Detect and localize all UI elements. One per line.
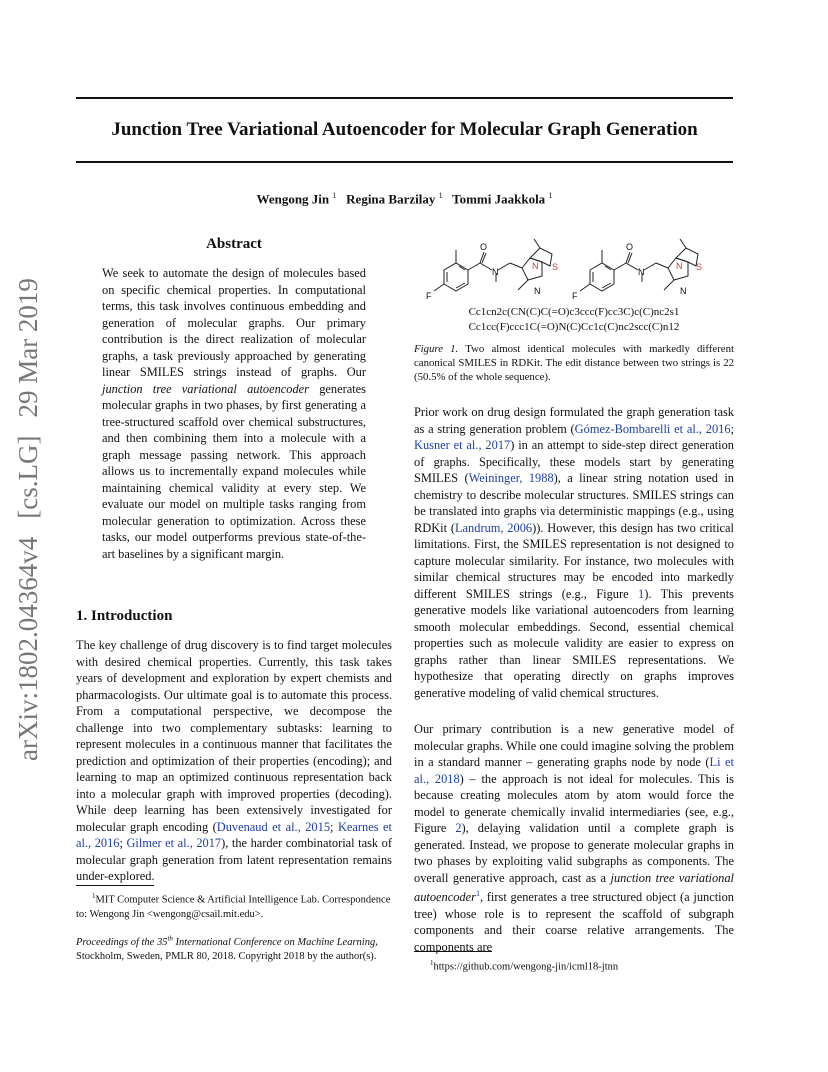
- atom-labels: [426, 242, 702, 301]
- body-text: ), a linear string notation used in chemistry to describe molecular structures. SMILES strings can be translated into graphs via deterministic mappings (e.g., using RDKit (: [414, 471, 735, 535]
- affiliation-mark: 1: [548, 191, 553, 200]
- affiliation-mark: 1: [332, 191, 337, 200]
- proceedings-venue: Proceedings of the 35th International Conference on Machine Learning: [76, 934, 376, 948]
- fluorine-label: F: [426, 291, 432, 301]
- affiliation-footnote: [76, 889, 392, 922]
- citation-link[interactable]: Duvenaud et al., 2015: [216, 819, 331, 834]
- abstract-emphasis: junction tree variational autoencoder: [102, 381, 310, 396]
- nitrogen-label: N: [638, 267, 645, 277]
- model-name-emphasis: junction tree variational autoencoder: [414, 870, 734, 905]
- figure-ref-link[interactable]: 2: [455, 821, 462, 835]
- code-url-link[interactable]: https://github.com/wengong-jin/icml18-jtnn: [433, 961, 619, 973]
- body-text: Our primary contribution is a new generative model of molecular graphs. While one could imagine solving the problem in a standard manner – generating graphs node by node (: [414, 722, 734, 769]
- abstract-part: We seek to automate the design of molecules based on specific chemical properties. In computational terms, this task involves continuous embedding and generation of molecular graphs. Our primary contribution is the direct realization of molecular graphs, a task previously approached by generating linear SMILES strings instead of graphs. Our: [102, 266, 366, 379]
- proceedings-note: [76, 931, 392, 964]
- citation-link[interactable]: Weininger, 1988: [468, 471, 554, 485]
- footnote-mark: 1: [92, 892, 96, 900]
- body-text: ), delaying validation until a complete graph is generated. Instead, we propose to generate molecular graphs in two phases by exploiting valid subgraphs as components. The overall generative approach, cast as a: [414, 821, 734, 885]
- citation-link[interactable]: Gómez-Bombarelli et al., 2016: [574, 421, 731, 436]
- intro-text: ;: [330, 819, 338, 834]
- intro-paragraph: [76, 637, 392, 885]
- nitrogen-label: N: [680, 286, 687, 296]
- footnote-mark: 1: [430, 959, 434, 967]
- title-top-rule: [76, 97, 733, 99]
- contribution-paragraph: [414, 721, 734, 955]
- title-bottom-rule: [76, 161, 733, 163]
- body-text: ) – the approach is not ideal for molecules. This is because creating molecules atom by atom would force the model to generate chemically invalid intermediaries (see, e.g., Figure: [414, 771, 734, 835]
- fluorine-label: F: [572, 291, 578, 301]
- footnote-text: MIT Computer Science & Artificial Intelligence Lab. Correspondence to: Wengong Jin <wengong@csail.mit.edu>.: [76, 894, 391, 920]
- nitrogen-label: N: [534, 286, 541, 296]
- author-name: Tommi Jaakkola: [452, 191, 546, 207]
- body-text: ) in an attempt to side-step direct generation of graphs. Specifically, these models start by generating SMILES (: [414, 438, 734, 485]
- paper-title: Junction Tree Variational Autoencoder for Molecular Graph Generation: [111, 119, 698, 140]
- body-text: )). However, this design has two critical limitations. First, the SMILES representation is not designed to capture molecular similarity. For instance, two molecules with similar chemical structures may be encoded into markedly different SMILES strings (e.g., Figure: [414, 520, 734, 601]
- arxiv-date: 29 Mar 2019: [13, 278, 43, 418]
- caption-label: Figure 1.: [414, 343, 459, 355]
- sulfur-label: S: [696, 262, 703, 272]
- abstract-part: generates molecular graphs in two phases, by first generating a tree-structured scaffold over chemical substructures, and then combining them into a molecule with a graph message passing network. This approach allows us to incrementally expand molecules while maintaining chemical validity at every step. We evaluate our model on multiple tasks ranging from molecular generation to optimization. Across these tasks, our model outperforms previous state-of-the-art baselines by a significant margin.: [102, 381, 366, 561]
- author-name: Regina Barzilay: [346, 191, 436, 207]
- body-text: ). This prevents generative models like variational autoencoders from learning smooth molecular embeddings. Second, essential chemical properties such as molecule validity are easier to express on graphs rather than linear SMILES representations. We hypothesize that operating directly on graphs improves generative modeling of valid chemical structures.: [414, 586, 735, 700]
- affiliation-mark: 1: [438, 191, 443, 200]
- figure-ref-link[interactable]: 1: [638, 586, 645, 601]
- footnote-rule: [76, 885, 154, 886]
- abstract-text: [102, 265, 366, 562]
- body-text: Prior work on drug design formulated the graph generation task as a string generation problem (: [414, 405, 734, 436]
- arxiv-id: arXiv:1802.04364v4: [13, 536, 43, 761]
- intro-text: ;: [119, 836, 127, 850]
- citation-link[interactable]: Gilmer et al., 2017: [126, 836, 222, 850]
- footnote-rule: [414, 951, 492, 952]
- figure-caption: [414, 342, 734, 385]
- author-name: Wengong Jin: [256, 191, 330, 207]
- arxiv-stamp: [13, 278, 43, 761]
- nitrogen-label: N: [676, 261, 683, 271]
- footnote-ref-link[interactable]: 1: [475, 889, 480, 898]
- intro-text: The key challenge of drug discovery is to find target molecules with desired chemical properties. Currently, this task takes years of development and exploration by expert chemists and pharmacologists. Our ultimate goal is to automate this process. From a computational perspective, we decompose the challenge into two complementary subtasks: learning to represent molecules in a continuous manner that facilitates the prediction and optimization of their properties (encoding); and learning to map an optimized continuous representation back into a molecular graph with improved properties (decoding). While deep learning has been extensively investigated for molecular graph encoding (: [76, 638, 392, 834]
- citation-link[interactable]: Landrum, 2006: [454, 520, 533, 535]
- oxygen-label: O: [626, 242, 634, 252]
- sulfur-label: S: [552, 262, 559, 272]
- caption-text: Two almost identical molecules with markedly different canonical SMILES in RDKit. The edit distance between two strings is 22 (50.5% of the whole sequence).: [414, 343, 734, 384]
- citation-link[interactable]: Kearnes et al., 2016: [76, 819, 392, 850]
- smiles-string-1: Cc1cn2c(CN(C)C(=O)c3ccc(F)cc3C)c(C)nc2s1: [468, 306, 680, 318]
- nitrogen-label: N: [492, 267, 499, 277]
- body-text: ;: [730, 421, 734, 436]
- author-list: [76, 191, 733, 207]
- benzene-ring: [444, 263, 468, 291]
- smiles-string-2: Cc1cc(F)ccc1C(=O)N(C)Cc1c(C)nc2scc(C)n12: [468, 321, 680, 333]
- nitrogen-label: N: [532, 261, 539, 271]
- molecule-figure: [414, 238, 734, 308]
- oxygen-label: O: [480, 242, 488, 252]
- citation-link[interactable]: Kusner et al., 2017: [414, 438, 511, 452]
- abstract-heading: Abstract: [206, 236, 262, 252]
- body-text: , first generates a tree structured object (a junction tree) whose role is to represent the scaffold of subgraph components and their coarse relative arrangements. The components are: [414, 890, 734, 954]
- citation-link[interactable]: Li et al., 2018: [414, 755, 734, 786]
- arxiv-category: [cs.LG]: [13, 435, 43, 519]
- intro-text: ), the harder combinatorial task of molecular graph generation from latent representation remains under-explored.: [76, 836, 392, 883]
- prior-work-paragraph: [414, 404, 734, 701]
- ordinal-suffix: th: [167, 934, 173, 942]
- section-heading: 1. Introduction: [76, 608, 173, 624]
- code-footnote: [414, 956, 734, 975]
- proceedings-text: , Stockholm, Sweden, PMLR 80, 2018. Copyright 2018 by the author(s).: [76, 936, 378, 962]
